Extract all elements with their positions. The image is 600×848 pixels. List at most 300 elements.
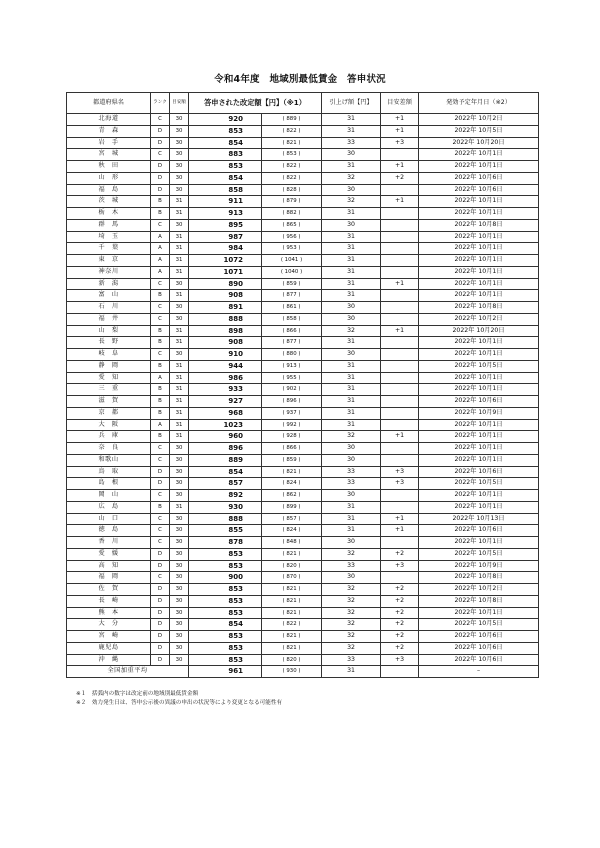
- cell-meyasu: 30: [170, 607, 189, 619]
- total-label: 全国加重平均: [67, 666, 189, 678]
- cell-amount: 854: [189, 137, 262, 149]
- cell-diff: [381, 349, 419, 361]
- cell-date: 2022年 10月8日: [419, 219, 539, 231]
- cell-pref: 長 野: [67, 337, 151, 349]
- header-raise: 引上げ額【円】: [322, 93, 381, 114]
- table-row: [67, 255, 539, 267]
- cell-pref: 静 岡: [67, 360, 151, 372]
- cell-diff: [381, 149, 419, 161]
- cell-diff: +1: [381, 431, 419, 443]
- cell-raise: 30: [322, 490, 381, 502]
- cell-diff: [381, 337, 419, 349]
- table-row: [67, 419, 539, 431]
- cell-raise: 32: [322, 595, 381, 607]
- table-row: [67, 454, 539, 466]
- cell-diff: +1: [381, 325, 419, 337]
- cell-pref: 山 口: [67, 513, 151, 525]
- cell-amount: 853: [189, 654, 262, 666]
- cell-diff: [381, 537, 419, 549]
- cell-pref: 富 山: [67, 290, 151, 302]
- cell-amount: 853: [189, 560, 262, 572]
- cell-amount: 930: [189, 501, 262, 513]
- cell-rank: D: [151, 584, 170, 596]
- cell-date: 2022年 10月1日: [419, 384, 539, 396]
- cell-diff: +3: [381, 478, 419, 490]
- header-meyasu: 目安額: [170, 93, 189, 114]
- cell-rank: C: [151, 513, 170, 525]
- cell-prev: ( 902 ): [262, 384, 322, 396]
- cell-date: 2022年 10月6日: [419, 631, 539, 643]
- cell-diff: +3: [381, 560, 419, 572]
- cell-raise: 31: [322, 266, 381, 278]
- cell-date: 2022年 10月8日: [419, 572, 539, 584]
- cell-date: 2022年 10月1日: [419, 255, 539, 267]
- cell-rank: C: [151, 114, 170, 126]
- cell-date: 2022年 10月1日: [419, 208, 539, 220]
- cell-rank: B: [151, 325, 170, 337]
- total-date: –: [419, 666, 539, 678]
- cell-date: 2022年 10月1日: [419, 454, 539, 466]
- cell-pref: 長 崎: [67, 595, 151, 607]
- table-row: [67, 313, 539, 325]
- cell-raise: 32: [322, 619, 381, 631]
- cell-diff: [381, 184, 419, 196]
- cell-rank: C: [151, 313, 170, 325]
- table-row: [67, 302, 539, 314]
- cell-rank: B: [151, 396, 170, 408]
- cell-meyasu: 30: [170, 278, 189, 290]
- cell-diff: [381, 231, 419, 243]
- cell-diff: [381, 501, 419, 513]
- cell-date: 2022年 10月6日: [419, 654, 539, 666]
- cell-rank: A: [151, 231, 170, 243]
- cell-pref: 山 梨: [67, 325, 151, 337]
- cell-prev: ( 862 ): [262, 490, 322, 502]
- cell-rank: C: [151, 149, 170, 161]
- cell-meyasu: 30: [170, 149, 189, 161]
- cell-amount: 911: [189, 196, 262, 208]
- cell-pref: 和歌山: [67, 454, 151, 466]
- cell-rank: D: [151, 595, 170, 607]
- table-row: [67, 125, 539, 137]
- cell-meyasu: 31: [170, 266, 189, 278]
- cell-rank: D: [151, 137, 170, 149]
- table-row: [67, 349, 539, 361]
- cell-meyasu: 31: [170, 431, 189, 443]
- cell-amount: 908: [189, 290, 262, 302]
- table-row: [67, 654, 539, 666]
- cell-date: 2022年 10月1日: [419, 443, 539, 455]
- cell-raise: 31: [322, 231, 381, 243]
- cell-diff: [381, 443, 419, 455]
- cell-pref: 福 井: [67, 313, 151, 325]
- cell-diff: [381, 302, 419, 314]
- cell-date: 2022年 10月8日: [419, 595, 539, 607]
- table-row: [67, 290, 539, 302]
- cell-prev: ( 992 ): [262, 419, 322, 431]
- cell-amount: 910: [189, 349, 262, 361]
- cell-amount: 927: [189, 396, 262, 408]
- cell-amount: 920: [189, 114, 262, 126]
- cell-date: 2022年 10月1日: [419, 161, 539, 173]
- cell-prev: ( 822 ): [262, 619, 322, 631]
- cell-prev: ( 822 ): [262, 172, 322, 184]
- cell-raise: 33: [322, 560, 381, 572]
- cell-pref: 愛 知: [67, 372, 151, 384]
- cell-prev: ( 821 ): [262, 137, 322, 149]
- cell-date: 2022年 10月6日: [419, 172, 539, 184]
- cell-diff: +2: [381, 584, 419, 596]
- cell-raise: 32: [322, 196, 381, 208]
- cell-prev: ( 1040 ): [262, 266, 322, 278]
- header-amount: 答申された改定額【円】（※1）: [189, 93, 322, 114]
- cell-raise: 31: [322, 290, 381, 302]
- footnotes: [76, 690, 282, 708]
- cell-rank: B: [151, 290, 170, 302]
- cell-prev: ( 822 ): [262, 161, 322, 173]
- cell-date: 2022年 10月1日: [419, 337, 539, 349]
- cell-amount: 889: [189, 454, 262, 466]
- cell-amount: 853: [189, 584, 262, 596]
- cell-meyasu: 31: [170, 501, 189, 513]
- cell-meyasu: 30: [170, 161, 189, 173]
- cell-prev: ( 859 ): [262, 278, 322, 290]
- cell-amount: 913: [189, 208, 262, 220]
- cell-prev: ( 896 ): [262, 396, 322, 408]
- cell-meyasu: 30: [170, 490, 189, 502]
- cell-diff: +1: [381, 278, 419, 290]
- cell-diff: [381, 208, 419, 220]
- table-row: [67, 490, 539, 502]
- cell-meyasu: 30: [170, 313, 189, 325]
- table-row: [67, 607, 539, 619]
- cell-rank: B: [151, 431, 170, 443]
- table-row: [67, 619, 539, 631]
- cell-pref: 石 川: [67, 302, 151, 314]
- cell-prev: ( 858 ): [262, 313, 322, 325]
- table-row: [67, 266, 539, 278]
- footnote-2: ※２ 効力発生日は、答申公示後の異議の申出の状況等により変更となる可能性有: [76, 700, 283, 706]
- table-row: [67, 384, 539, 396]
- cell-amount: 908: [189, 337, 262, 349]
- cell-pref: 大 阪: [67, 419, 151, 431]
- cell-meyasu: 30: [170, 537, 189, 549]
- cell-date: 2022年 10月1日: [419, 431, 539, 443]
- cell-amount: 853: [189, 125, 262, 137]
- cell-diff: +2: [381, 595, 419, 607]
- cell-prev: ( 866 ): [262, 443, 322, 455]
- cell-date: 2022年 10月8日: [419, 302, 539, 314]
- cell-date: 2022年 10月6日: [419, 525, 539, 537]
- cell-pref: 大 分: [67, 619, 151, 631]
- cell-diff: [381, 266, 419, 278]
- cell-amount: 854: [189, 466, 262, 478]
- cell-pref: 沖 縄: [67, 654, 151, 666]
- table-row: [67, 231, 539, 243]
- table-row: [67, 631, 539, 643]
- cell-prev: ( 877 ): [262, 290, 322, 302]
- cell-date: 2022年 10月1日: [419, 243, 539, 255]
- cell-amount: 853: [189, 161, 262, 173]
- cell-date: 2022年 10月2日: [419, 313, 539, 325]
- total-amount: 961: [189, 666, 262, 678]
- cell-amount: 853: [189, 595, 262, 607]
- cell-raise: 30: [322, 313, 381, 325]
- cell-raise: 31: [322, 161, 381, 173]
- cell-date: 2022年 10月1日: [419, 490, 539, 502]
- cell-rank: D: [151, 619, 170, 631]
- cell-amount: 1072: [189, 255, 262, 267]
- cell-meyasu: 31: [170, 396, 189, 408]
- cell-rank: A: [151, 255, 170, 267]
- cell-diff: [381, 313, 419, 325]
- table-row: [67, 325, 539, 337]
- cell-prev: ( 880 ): [262, 349, 322, 361]
- cell-amount: 1071: [189, 266, 262, 278]
- cell-raise: 31: [322, 396, 381, 408]
- cell-pref: 福 岡: [67, 572, 151, 584]
- cell-diff: +3: [381, 466, 419, 478]
- table-row: [67, 161, 539, 173]
- cell-diff: +2: [381, 607, 419, 619]
- cell-meyasu: 30: [170, 548, 189, 560]
- cell-meyasu: 30: [170, 172, 189, 184]
- cell-pref: 山 形: [67, 172, 151, 184]
- cell-prev: ( 848 ): [262, 537, 322, 549]
- cell-pref: 神奈川: [67, 266, 151, 278]
- cell-amount: 854: [189, 619, 262, 631]
- cell-pref: 岩 手: [67, 137, 151, 149]
- cell-raise: 31: [322, 501, 381, 513]
- cell-diff: [381, 290, 419, 302]
- cell-meyasu: 30: [170, 454, 189, 466]
- cell-raise: 31: [322, 255, 381, 267]
- cell-prev: ( 899 ): [262, 501, 322, 513]
- cell-amount: 888: [189, 513, 262, 525]
- cell-rank: B: [151, 196, 170, 208]
- table-row: [67, 595, 539, 607]
- cell-date: 2022年 10月1日: [419, 419, 539, 431]
- cell-raise: 31: [322, 243, 381, 255]
- cell-meyasu: 31: [170, 407, 189, 419]
- cell-rank: D: [151, 184, 170, 196]
- cell-prev: ( 879 ): [262, 196, 322, 208]
- cell-meyasu: 30: [170, 466, 189, 478]
- table-row: [67, 196, 539, 208]
- cell-meyasu: 31: [170, 419, 189, 431]
- cell-rank: A: [151, 266, 170, 278]
- cell-prev: ( 889 ): [262, 114, 322, 126]
- cell-prev: ( 821 ): [262, 595, 322, 607]
- table-body: [67, 114, 539, 678]
- table-row: [67, 501, 539, 513]
- cell-raise: 31: [322, 114, 381, 126]
- cell-raise: 30: [322, 149, 381, 161]
- cell-rank: C: [151, 443, 170, 455]
- cell-pref: 島 根: [67, 478, 151, 490]
- cell-date: 2022年 10月1日: [419, 607, 539, 619]
- table-row: [67, 584, 539, 596]
- cell-pref: 佐 賀: [67, 584, 151, 596]
- cell-rank: C: [151, 537, 170, 549]
- cell-amount: 896: [189, 443, 262, 455]
- cell-prev: ( 821 ): [262, 642, 322, 654]
- cell-diff: +2: [381, 172, 419, 184]
- cell-diff: [381, 384, 419, 396]
- cell-diff: +3: [381, 654, 419, 666]
- footnote-1: ※１ 括弧内の数字は改定前の地域別最低賃金額: [76, 691, 199, 697]
- cell-raise: 33: [322, 466, 381, 478]
- cell-diff: [381, 490, 419, 502]
- cell-meyasu: 30: [170, 443, 189, 455]
- cell-rank: C: [151, 278, 170, 290]
- cell-pref: 滋 賀: [67, 396, 151, 408]
- total-diff: [381, 666, 419, 678]
- cell-amount: 891: [189, 302, 262, 314]
- cell-pref: 愛 媛: [67, 548, 151, 560]
- cell-meyasu: 31: [170, 255, 189, 267]
- cell-meyasu: 30: [170, 572, 189, 584]
- cell-amount: 878: [189, 537, 262, 549]
- cell-rank: C: [151, 302, 170, 314]
- cell-raise: 31: [322, 419, 381, 431]
- cell-diff: +3: [381, 137, 419, 149]
- cell-diff: [381, 454, 419, 466]
- cell-rank: B: [151, 407, 170, 419]
- cell-pref: 東 京: [67, 255, 151, 267]
- cell-rank: C: [151, 490, 170, 502]
- cell-raise: 30: [322, 302, 381, 314]
- cell-diff: +1: [381, 125, 419, 137]
- cell-prev: ( 824 ): [262, 525, 322, 537]
- cell-pref: 千 葉: [67, 243, 151, 255]
- table-row: [67, 525, 539, 537]
- cell-date: 2022年 10月6日: [419, 396, 539, 408]
- cell-prev: ( 824 ): [262, 478, 322, 490]
- cell-meyasu: 30: [170, 525, 189, 537]
- cell-meyasu: 30: [170, 513, 189, 525]
- cell-date: 2022年 10月1日: [419, 372, 539, 384]
- document-title: 令和4年度 地域別最低賃金 答申状況: [214, 74, 386, 85]
- cell-date: 2022年 10月1日: [419, 349, 539, 361]
- cell-meyasu: 30: [170, 349, 189, 361]
- cell-prev: ( 955 ): [262, 372, 322, 384]
- cell-amount: 1023: [189, 419, 262, 431]
- cell-pref: 埼 玉: [67, 231, 151, 243]
- cell-diff: +1: [381, 196, 419, 208]
- cell-amount: 986: [189, 372, 262, 384]
- cell-prev: ( 928 ): [262, 431, 322, 443]
- cell-date: 2022年 10月1日: [419, 196, 539, 208]
- cell-rank: D: [151, 478, 170, 490]
- cell-rank: C: [151, 349, 170, 361]
- cell-amount: 898: [189, 325, 262, 337]
- cell-prev: ( 913 ): [262, 360, 322, 372]
- cell-raise: 31: [322, 125, 381, 137]
- table-row: [67, 184, 539, 196]
- cell-pref: 秋 田: [67, 161, 151, 173]
- cell-diff: +2: [381, 631, 419, 643]
- cell-amount: 853: [189, 642, 262, 654]
- cell-meyasu: 31: [170, 231, 189, 243]
- cell-raise: 32: [322, 325, 381, 337]
- total-prev: ( 930 ): [262, 666, 322, 678]
- cell-diff: +1: [381, 161, 419, 173]
- cell-rank: D: [151, 172, 170, 184]
- cell-amount: 857: [189, 478, 262, 490]
- cell-prev: ( 953 ): [262, 243, 322, 255]
- cell-diff: +2: [381, 619, 419, 631]
- cell-pref: 群 馬: [67, 219, 151, 231]
- cell-meyasu: 30: [170, 642, 189, 654]
- cell-amount: 853: [189, 548, 262, 560]
- cell-diff: +1: [381, 114, 419, 126]
- cell-rank: B: [151, 501, 170, 513]
- table-row: [67, 278, 539, 290]
- cell-pref: 栃 木: [67, 208, 151, 220]
- cell-rank: D: [151, 466, 170, 478]
- cell-rank: C: [151, 454, 170, 466]
- cell-rank: D: [151, 161, 170, 173]
- cell-amount: 888: [189, 313, 262, 325]
- cell-pref: 徳 島: [67, 525, 151, 537]
- cell-pref: 香 川: [67, 537, 151, 549]
- cell-raise: 31: [322, 384, 381, 396]
- cell-pref: 茨 城: [67, 196, 151, 208]
- table-row: [67, 478, 539, 490]
- cell-meyasu: 31: [170, 337, 189, 349]
- cell-prev: ( 822 ): [262, 125, 322, 137]
- cell-date: 2022年 10月2日: [419, 114, 539, 126]
- cell-meyasu: 31: [170, 196, 189, 208]
- cell-date: 2022年 10月1日: [419, 290, 539, 302]
- cell-diff: +1: [381, 525, 419, 537]
- cell-meyasu: 30: [170, 560, 189, 572]
- cell-raise: 30: [322, 219, 381, 231]
- cell-rank: D: [151, 631, 170, 643]
- cell-meyasu: 31: [170, 372, 189, 384]
- cell-raise: 30: [322, 443, 381, 455]
- cell-date: 2022年 10月6日: [419, 466, 539, 478]
- cell-diff: +2: [381, 642, 419, 654]
- cell-diff: +1: [381, 513, 419, 525]
- cell-prev: ( 861 ): [262, 302, 322, 314]
- cell-meyasu: 31: [170, 360, 189, 372]
- table-row: [67, 560, 539, 572]
- cell-prev: ( 859 ): [262, 454, 322, 466]
- cell-prev: ( 853 ): [262, 149, 322, 161]
- cell-meyasu: 30: [170, 478, 189, 490]
- cell-raise: 32: [322, 631, 381, 643]
- cell-amount: 855: [189, 525, 262, 537]
- cell-prev: ( 821 ): [262, 466, 322, 478]
- cell-pref: 岐 阜: [67, 349, 151, 361]
- table-row: [67, 572, 539, 584]
- cell-date: 2022年 10月5日: [419, 478, 539, 490]
- cell-diff: [381, 572, 419, 584]
- table-row: [67, 642, 539, 654]
- cell-pref: 北海道: [67, 114, 151, 126]
- table-row: [67, 372, 539, 384]
- cell-amount: 853: [189, 607, 262, 619]
- cell-raise: 32: [322, 584, 381, 596]
- cell-pref: 三 重: [67, 384, 151, 396]
- table-row: [67, 337, 539, 349]
- cell-amount: 853: [189, 631, 262, 643]
- cell-rank: D: [151, 560, 170, 572]
- cell-date: 2022年 10月20日: [419, 325, 539, 337]
- cell-meyasu: 30: [170, 125, 189, 137]
